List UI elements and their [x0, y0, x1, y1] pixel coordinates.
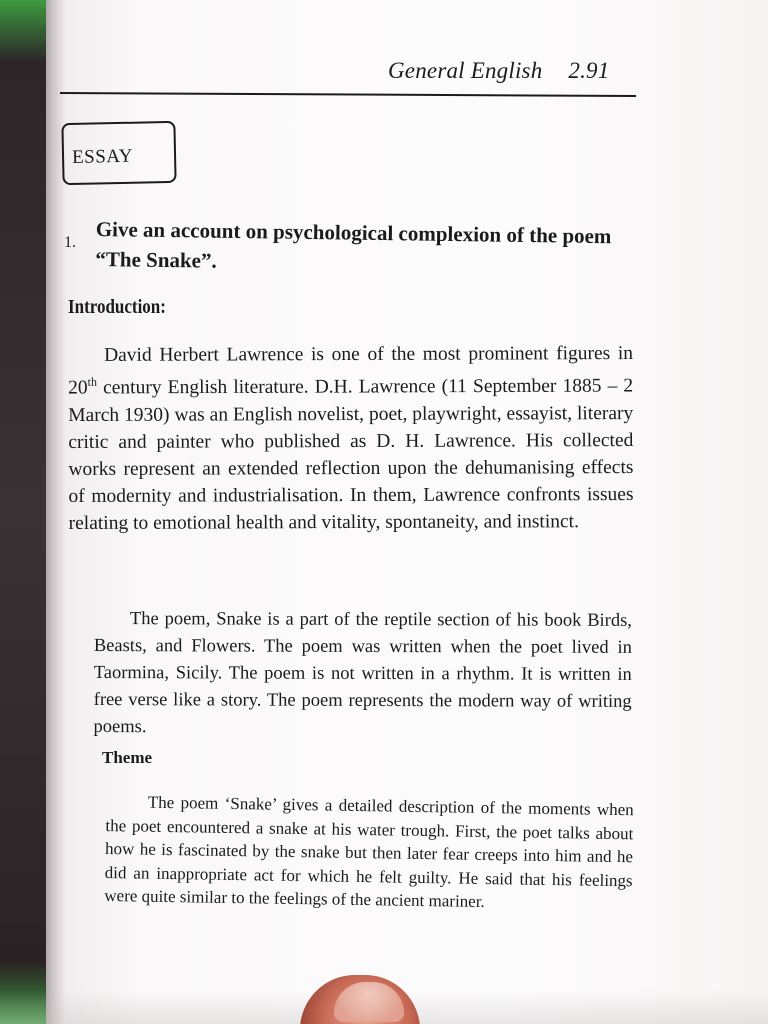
introduction-paragraph-2: The poem, Snake is a part of the reptile section of his book Birds, Beasts, and Flowers. The poem was written when the poet lived in Taormina, Sicily. The poem is not written in a rhythm. It is written in free verse like a story. The poem represents the modern way of writing poems.: [93, 609, 632, 738]
intro-p1-superscript: th: [87, 374, 98, 389]
page-number: 2.91: [568, 58, 610, 83]
question-text: Give an account on psychological complexion of the poem “The Snake”.: [95, 216, 612, 273]
question-number: 1.: [64, 234, 76, 251]
intro-p1-text-b: century English literature. D.H. Lawrence (11 September 1885 – 2 March 1930) was an English novelist, poet, playwright, essayist, literary critic and painter who published as D. H. Lawrence. His collected works represent an extended reflection upon the dehumanising effects of modernity and industrialisation. In them, Lawrence confronts issues relating to emotional health and vitality, spontaneity, and instinct.: [68, 375, 634, 534]
section-label-box: [61, 121, 176, 185]
introduction-paragraph-1: [68, 340, 634, 536]
book-title: General English: [388, 58, 543, 83]
intro-p1-text-a: David Herbert Lawrence is one of the most prominent figures in 20: [68, 343, 634, 399]
page-edge-background: [0, 0, 46, 1024]
running-header: [388, 58, 609, 84]
theme-heading: Theme: [102, 748, 153, 767]
section-label: ESSAY: [71, 145, 134, 168]
introduction-heading: Introduction:: [68, 296, 166, 318]
header-rule: [60, 92, 636, 97]
theme-paragraph: The poem ‘Snake’ gives a detailed description of the moments when the poet encountered a snake at his water trough. First, the poet talks about how he is fascinated by the snake but then later fear creeps into him and he did an inappropriate act for which he felt guilty. He said that his feelings were quite similar to the feelings of the ancient mariner.: [104, 792, 634, 911]
